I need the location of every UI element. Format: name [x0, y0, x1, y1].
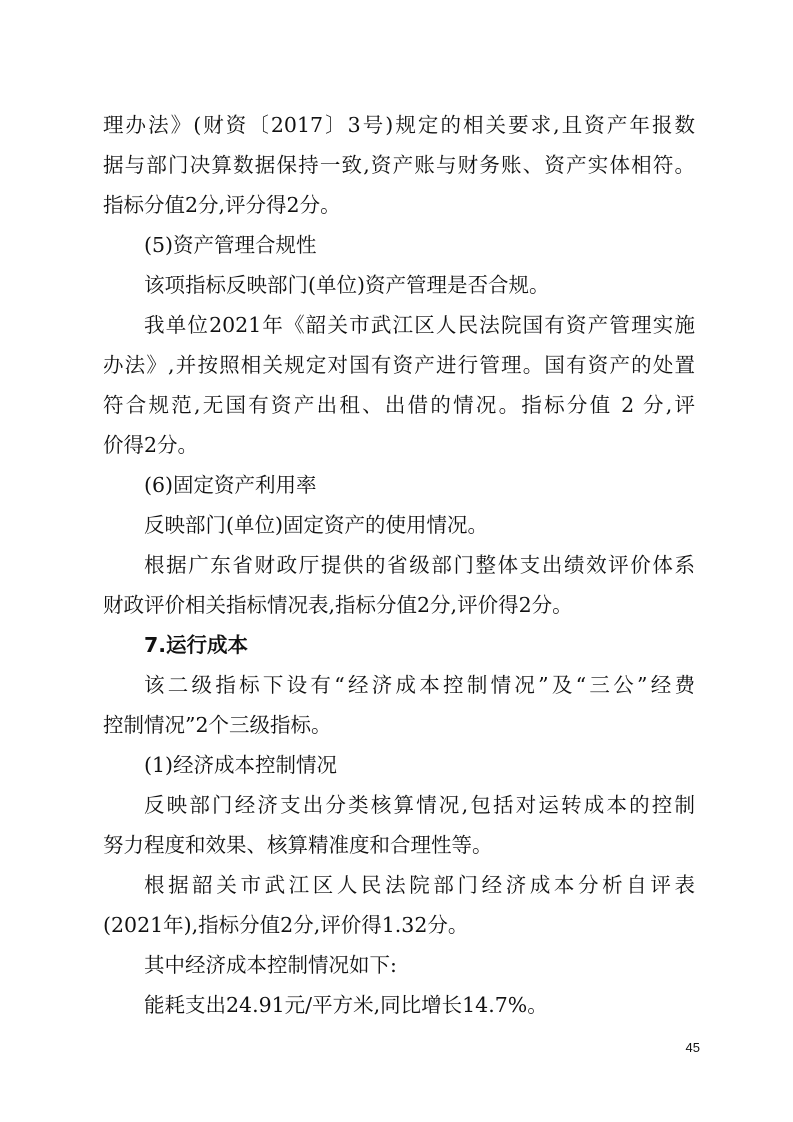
text-line: 能耗支出24.91元/平方米,同比增长14.7%。: [144, 993, 548, 1017]
text-line: 控制情况”2个三级指标。: [103, 713, 332, 737]
text-line: 该二级指标下设有“经济成本控制情况”及“三公”经费: [144, 673, 695, 697]
section-heading: (1)经济成本控制情况: [144, 753, 338, 777]
text-line: 我单位2021年《韶关市武江区人民法院国有资产管理实施: [144, 313, 695, 337]
page-number: 45: [685, 1040, 700, 1055]
section-heading: (5)资产管理合规性: [144, 233, 317, 257]
text-line: 据与部门决算数据保持一致,资产账与财务账、资产实体相符。: [103, 153, 695, 177]
text-line: 根据广东省财政厅提供的省级部门整体支出绩效评价体系: [144, 553, 695, 577]
text-line: 根据韶关市武江区人民法院部门经济成本分析自评表: [144, 873, 695, 897]
section-heading: (6)固定资产利用率: [144, 473, 317, 497]
text-line: 指标分值2分,评分得2分。: [103, 193, 341, 217]
text-line: 努力程度和效果、核算精准度和合理性等。: [103, 833, 493, 857]
text-line: 价得2分。: [103, 433, 199, 457]
text-line: 反映部门(单位)固定资产的使用情况。: [144, 513, 488, 537]
text-line: 办法》,并按照相关规定对国有资产进行管理。国有资产的处置: [103, 353, 695, 377]
text-line: 该项指标反映部门(单位)资产管理是否合规。: [144, 273, 550, 297]
text-line: 理办法》(财资〔2017〕3号)规定的相关要求,且资产年报数: [103, 113, 695, 137]
text-line: 财政评价相关指标情况表,指标分值2分,评价得2分。: [103, 593, 573, 617]
text-line: 反映部门经济支出分类核算情况,包括对运转成本的控制: [144, 793, 695, 817]
text-line: (2021年),指标分值2分,评价得1.32分。: [103, 913, 469, 937]
chapter-heading: 7.运行成本: [144, 633, 249, 657]
text-line: 符合规范,无国有资产出租、出借的情况。指标分值 2 分,评: [103, 393, 695, 417]
text-line: 其中经济成本控制情况如下:: [144, 953, 397, 977]
